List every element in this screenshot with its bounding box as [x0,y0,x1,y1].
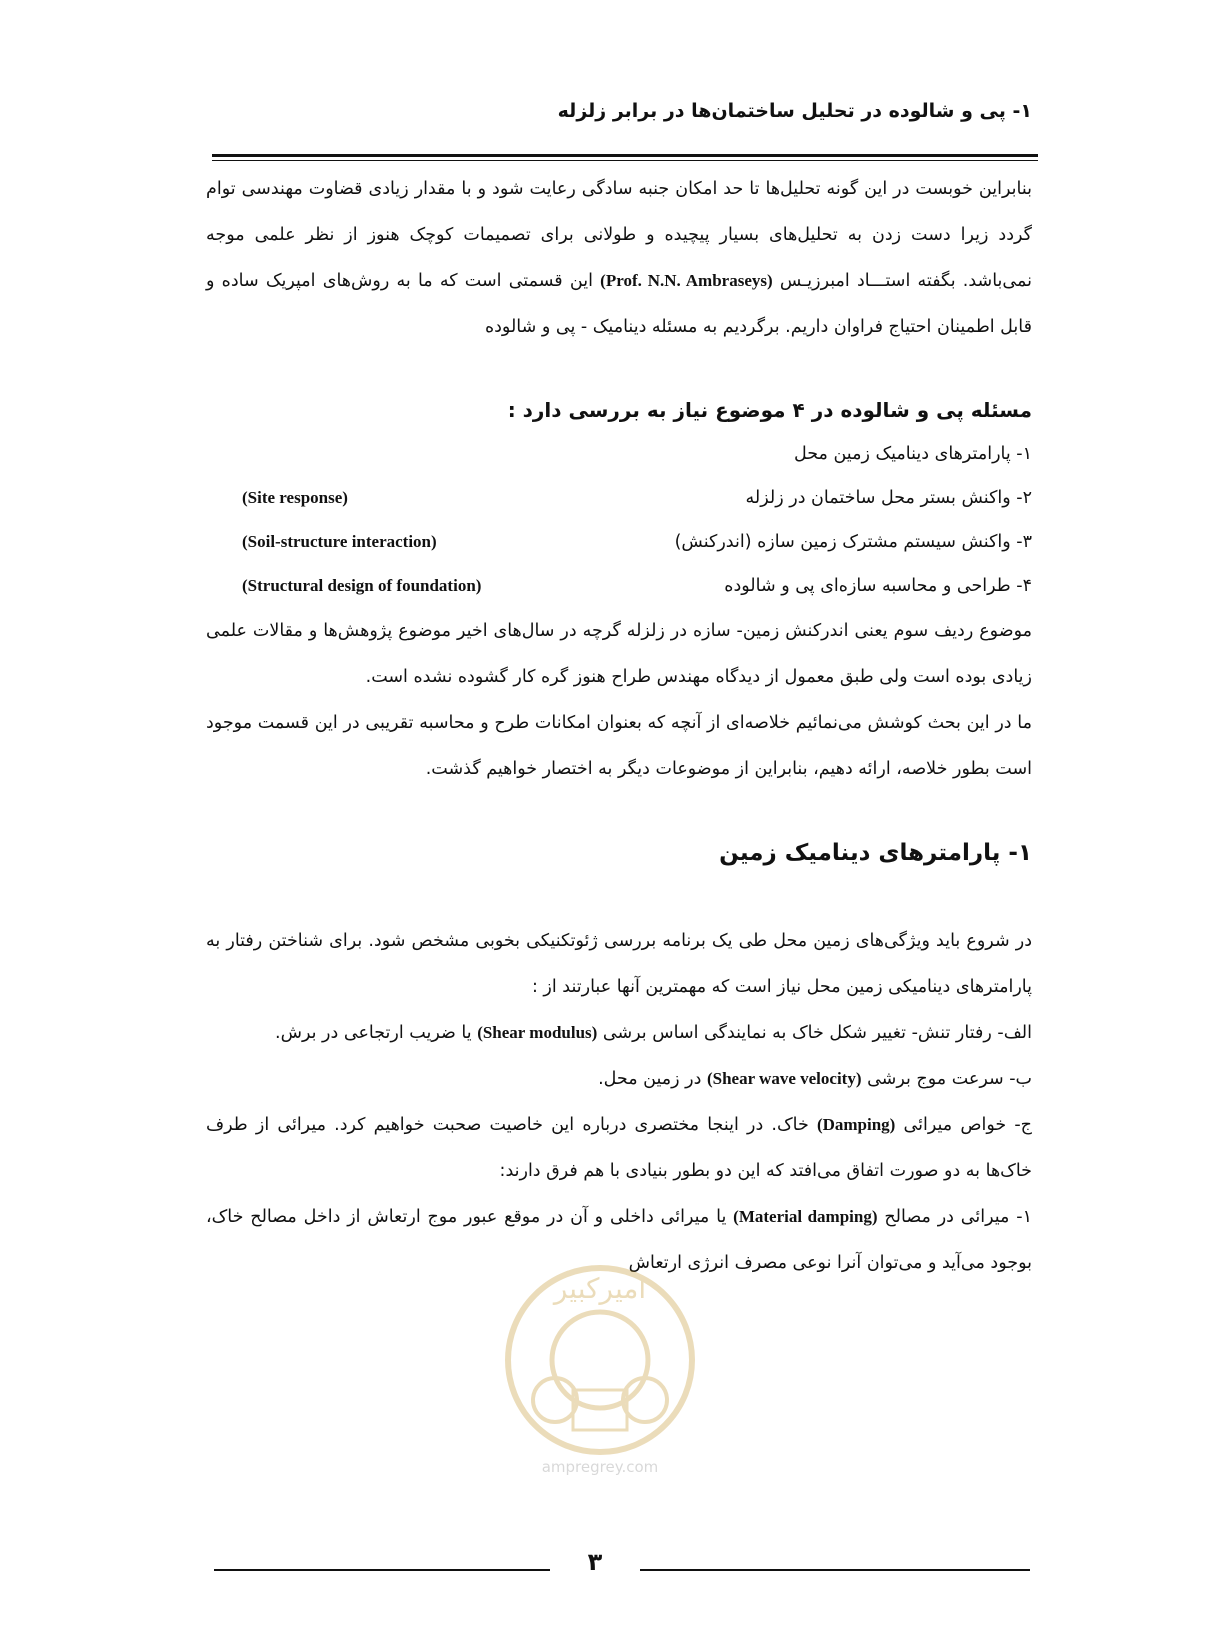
item-a-text-1: الف- رفتار تنش- تغییر شکل خاک به نمایندگی اساس برشی [602,1023,1032,1043]
main-content [206,166,1032,1286]
watermark-grid [573,1390,627,1430]
header-rule-thick [212,154,1038,157]
item-a-text-2: یا ضریب ارتجاعی در برش. [275,1023,472,1043]
para1-line1: بنابراین خوبست در این گونه تحلیل‌ها تا حد امکان جنبه سادگی رعایت شود و با مقدار [414,179,1032,199]
topic-item-2 [206,476,1032,520]
topic-item-3-fa: ۳- واکنش سیستم مشترک زمین سازه (اندرکنش) [674,532,1032,552]
header-rule-thin [212,160,1038,161]
topic-item-2-fa: ۲- واکنش بستر محل ساختمان در زلزله [745,488,1032,508]
paragraph-interaction: موضوع ردیف سوم یعنی اندرکنش زمین- سازه در زلزله گرچه در سال‌های اخیر موضوع پژوهش‌ها و مقالات علمی زیادی بوده است ولی طبق معمول از دیدگاه مهندس طراح هنوز گره کار گشوده نشده است. [206,621,1032,687]
item-b-english: (Shear wave velocity) [706,1069,862,1088]
item-1-english: (Material damping) [733,1207,878,1226]
item-c-text-2: خاک. در اینجا مختصری درباره این خاصیت صحبت خواهیم کرد. میرائی از طرف خاک‌ها به دو صورت اتفاق می‌افتد که این دو بطور بنیادی با هم فرق دارند: [206,1115,1032,1181]
item-c [206,1102,1032,1194]
item-b-text-1: ب- سرعت موج برشی [867,1069,1032,1089]
watermark-gear-right [623,1378,667,1422]
topic-item-3-en: (Soil-structure interaction) [242,532,437,551]
topic-item-1-fa: ۱- پارامترهای دینامیک زمین محل [794,444,1032,464]
item-1-text-2: یا میرائی داخلی و آن در موقع عبور موج ارتعاش از داخل مصالح خاک، بوجود می‌آید و می‌توان آنرا نوعی مصرف انرژی ارتعاش [206,1207,1032,1273]
para1-english-name: (Prof. N.N. Ambraseys) [600,271,773,290]
para1-line5: احتیاج فراوان داریم. برگردیم به مسئله دینامیک - پی و شالوده [484,317,932,337]
paragraph-intro [206,166,1032,350]
topic-item-2-en: (Site response) [242,488,348,507]
watermark-text-top: امیرکبیر [553,1272,647,1305]
item-a-english: (Shear modulus) [477,1023,598,1042]
item-c-text-1: ج- خواص میرائی [903,1115,1032,1135]
paragraph-summary: ما در این بحث کوشش می‌نمائیم خلاصه‌ای از آنچه که بعنوان امکانات طرح و محاسبه تقریبی در این قسمت موجود است بطور خلاصه، ارائه دهیم، بنابراین از موضوعات دیگر به اختصار خواهیم گذشت. [206,713,1032,779]
watermark-text-bottom: ampregrey.com [541,1458,659,1476]
para1-line4: این قسمتی است که ما به روش‌های امپریک ساده و قابل اطمینان [206,271,1032,337]
item-c-english: (Damping) [816,1115,896,1134]
topics-heading: مسئله پی و شالوده در ۴ موضوع نیاز به بررسی دارد : [507,398,1032,422]
watermark-gear-left [533,1378,577,1422]
footer-rule-left [214,1569,550,1571]
watermark-gear [552,1312,648,1408]
topic-item-4-en: (Structural design of foundation) [242,576,482,595]
item-a [206,1010,1032,1056]
item-1-text-1: ۱- میرائی در مصالح [884,1207,1032,1227]
topic-item-4 [206,564,1032,608]
topic-item-4-fa: ۴- طراحی و محاسبه سازه‌ای پی و شالوده [724,576,1032,596]
para1-line3: برای تصمیمات کوچک هنوز از نظر علمی موجه نمی‌باشد. بگفته استـــاد امبرزیـس [206,225,1032,291]
item-b [206,1056,1032,1102]
item-b-text-2: در زمین محل. [598,1069,702,1089]
para1-line2: زیادی قضاوت مهندسی توام گردد زیرا دست زدن به تحلیل‌های بسیار پیچیده و طولانی [206,179,1032,245]
item-1 [206,1194,1032,1286]
topic-item-1 [206,432,1032,476]
page-number: ۳ [587,1548,603,1576]
topic-item-3 [206,520,1032,564]
watermark-ring [508,1268,692,1452]
paragraph-parameters: در شروع باید ویژگی‌های زمین محل طی یک برنامه بررسی ژئوتکنیکی بخوبی مشخص شود. برای شناختن رفتار به پارامترهای دینامیکی زمین محل نیاز است که مهمترین آنها عبارتند از : [206,931,1032,997]
section-heading: ۱- پارامترهای دینامیک زمین [719,840,1032,866]
footer-rule-right [640,1569,1030,1571]
running-header: ۱- پی و شالوده در تحلیل ساختمان‌ها در برابر زلزله [557,100,1032,122]
